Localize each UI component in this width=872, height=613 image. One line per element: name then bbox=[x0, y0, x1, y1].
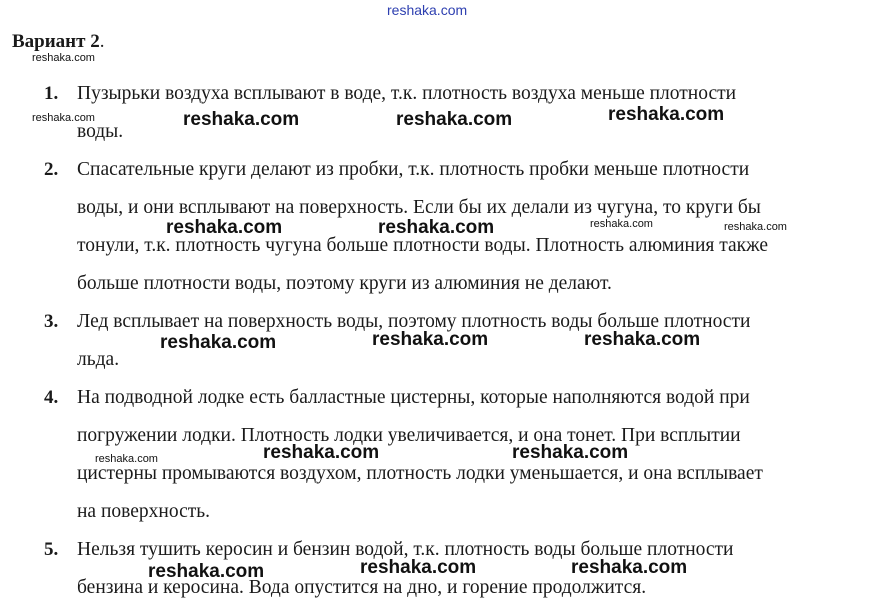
item-text-line: цистерны промываются воздухом, плотность лодки уменьшается, и она всплывает bbox=[77, 463, 763, 484]
item-number: 5. bbox=[44, 539, 59, 560]
watermark-large: reshaka.com bbox=[571, 557, 688, 578]
item-text-line: воды, и они всплывают на поверхность. Если бы их делали из чугуна, то круги бы bbox=[77, 197, 761, 218]
watermark-large: reshaka.com bbox=[396, 109, 513, 130]
item-number: 4. bbox=[44, 387, 59, 408]
item-text-line: погружении лодки. Плотность лодки увеличивается, и она тонет. При всплытии bbox=[77, 425, 741, 446]
item-text-line: Нельзя тушить керосин и бензин водой, т.к. плотность воды больше плотности bbox=[77, 539, 734, 560]
item-text-line: Пузырьки воздуха всплывают в воде, т.к. плотность воздуха меньше плотности bbox=[77, 83, 737, 104]
item-text-line: льда. bbox=[77, 349, 120, 370]
watermark-large: reshaka.com bbox=[584, 329, 701, 350]
item-number: 2. bbox=[44, 159, 59, 180]
item-text-line: Спасательные круги делают из пробки, т.к. плотность пробки меньше плотности bbox=[77, 159, 750, 180]
watermark-large: reshaka.com bbox=[372, 329, 489, 350]
watermark-large: reshaka.com bbox=[378, 217, 495, 238]
item-text-line: тонули, т.к. плотность чугуна больше плотности воды. Плотность алюминия также bbox=[77, 235, 769, 256]
watermark-large: reshaka.com bbox=[183, 109, 300, 130]
watermark-large: reshaka.com bbox=[160, 332, 277, 353]
watermark-small: reshaka.com bbox=[32, 52, 95, 64]
variant-title-dot: . bbox=[99, 31, 105, 52]
watermark-small: reshaka.com bbox=[32, 112, 95, 124]
variant-title bbox=[12, 31, 104, 53]
site-header[interactable]: reshaka.com bbox=[387, 2, 468, 18]
item-text-line: воды. bbox=[77, 121, 124, 142]
watermark-small: reshaka.com bbox=[95, 453, 158, 465]
item-text-line: Лед всплывает на поверхность воды, поэтому плотность воды больше плотности bbox=[77, 311, 751, 332]
watermark-large: reshaka.com bbox=[608, 104, 725, 125]
item-text-line: На подводной лодке есть балластные цистерны, которые наполняются водой при bbox=[77, 387, 750, 408]
item-text-line: бензина и керосина. Вода опустится на дно, и горение продолжится. bbox=[77, 577, 647, 598]
item-text-line: больше плотности воды, поэтому круги из алюминия не делают. bbox=[77, 273, 612, 294]
watermark-large: reshaka.com bbox=[512, 442, 629, 463]
variant-title-text: Вариант 2 bbox=[12, 31, 100, 52]
watermark-large: reshaka.com bbox=[166, 217, 283, 238]
watermark-small: reshaka.com bbox=[724, 221, 787, 233]
item-text-line: на поверхность. bbox=[77, 501, 211, 522]
item-number: 1. bbox=[44, 83, 59, 104]
watermark-large: reshaka.com bbox=[148, 561, 265, 582]
watermark-small: reshaka.com bbox=[590, 218, 653, 230]
watermark-large: reshaka.com bbox=[263, 442, 380, 463]
watermark-large: reshaka.com bbox=[360, 557, 477, 578]
item-number: 3. bbox=[44, 311, 59, 332]
